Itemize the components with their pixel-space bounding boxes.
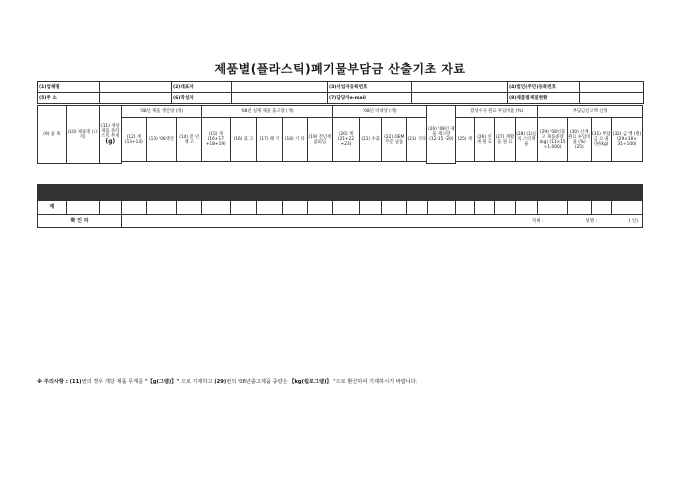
email-label: (7)담당자e-mail bbox=[328, 93, 412, 104]
material-status-field[interactable] bbox=[580, 93, 644, 104]
notice: ※ 주의사항 : (11)번의 경우 개당 제품 무게를 "【g(그램)】" 으로 기재하고 (29)번의 '08년출고제품 중량은 【kg(킬로그램)】 "으로 환산하여 기재하시기 바랍니다. bbox=[37, 379, 418, 385]
shipment-group-header: '08년 실제 제품 출고량 (개) bbox=[201, 106, 332, 118]
amount-header: (32) 금 액 (원) (29×30× 31÷100) bbox=[612, 118, 643, 162]
confirmer-signature[interactable]: 직위 : 성명 : ( 인) bbox=[122, 215, 643, 228]
ship-out-header: (16) 출 고 bbox=[230, 118, 257, 162]
recycled-material-header: (27) 재활용 원 료 bbox=[495, 118, 516, 162]
address-field[interactable] bbox=[100, 93, 172, 104]
nontarget-group-header: '08년 비대상 (개) bbox=[333, 106, 427, 118]
oem-header: (22) OEM 주문 납품 bbox=[382, 118, 407, 162]
ship-discard-header: (17) 폐 기 bbox=[257, 118, 283, 162]
company-name-label: (1)업체명 bbox=[38, 82, 100, 93]
ship-etc-header: (18) 기 타 bbox=[282, 118, 307, 162]
new-ratio-header: (30) 신재원료 투입비율 (%) (25) bbox=[567, 118, 591, 162]
business-number-label: (3)사업자등록번호 bbox=[328, 82, 412, 93]
ship-return-header: (19) 전년재 품회입 bbox=[307, 118, 333, 162]
corporate-number-label: (4)법인(주민)등록번호 bbox=[508, 82, 580, 93]
new-material-header: (26) 신 재 원 료 bbox=[474, 118, 495, 162]
company-info-table bbox=[37, 81, 644, 104]
prev-stock-header: (14) 전 년 재 고 bbox=[177, 118, 202, 162]
product-name-header: (10) 제품명 (규 격) bbox=[66, 106, 99, 164]
rate-header: (31) 부담금 요 율 (원/kg) bbox=[591, 118, 612, 162]
ratio-total-header: (25) 계 bbox=[456, 118, 474, 162]
material-status-label: (8)제품별재질현황 bbox=[508, 93, 580, 104]
writer-field[interactable] bbox=[232, 93, 328, 104]
confirmer-label: 확 인 자 bbox=[38, 215, 122, 228]
page-title: 제품별(플라스틱)폐기물부담금 산출기초 자료 bbox=[214, 62, 466, 76]
item-header: (9) 품 목 bbox=[38, 106, 67, 164]
ceo-field[interactable] bbox=[232, 82, 328, 93]
email-field[interactable] bbox=[412, 93, 508, 104]
weight-kg-header: (29) '08년출고 제품중량 (kg) (11×15 ÷1,000) bbox=[538, 118, 568, 162]
total-label: 계 bbox=[38, 201, 67, 215]
inventory-header: (26) '08년 제품 재고량 (12-15 -20) bbox=[427, 106, 456, 164]
ship-total-header: (15) 계 (16+17 +18+19) bbox=[201, 118, 230, 162]
prod-total-header: (12) 계 (13+14) bbox=[122, 118, 147, 162]
unit-weight-header: (11) 개당 제품 플라 스틱 무게 (g) bbox=[99, 106, 122, 164]
business-number-field[interactable] bbox=[412, 82, 508, 93]
burden-group-header: 부담금신고액 산정 bbox=[538, 106, 643, 118]
sticker-ratio-header: (28) (1)들의 스티재율 bbox=[515, 118, 538, 162]
address-label: (5)주 소 bbox=[38, 93, 100, 104]
calculation-table bbox=[37, 105, 643, 164]
prod-2008-header: (13) '08생산 bbox=[146, 118, 177, 162]
nontarget-etc-header: (23) 기타 bbox=[406, 118, 427, 162]
export-header: (21) 수출 bbox=[359, 118, 382, 162]
nontarget-total-header: (20) 계 (21+22 +23) bbox=[333, 118, 360, 162]
company-name-field[interactable] bbox=[100, 82, 172, 93]
ceo-label: (2)대표자 bbox=[172, 82, 232, 93]
data-rows bbox=[37, 184, 643, 228]
corporate-number-field[interactable] bbox=[580, 82, 644, 93]
production-group-header: '08년 제품 생산량 (개) bbox=[122, 106, 202, 118]
writer-label: (6)작성자 bbox=[172, 93, 232, 104]
resin-ratio-group-header: 합성수지 원료 투입비율 (%) bbox=[456, 106, 538, 118]
